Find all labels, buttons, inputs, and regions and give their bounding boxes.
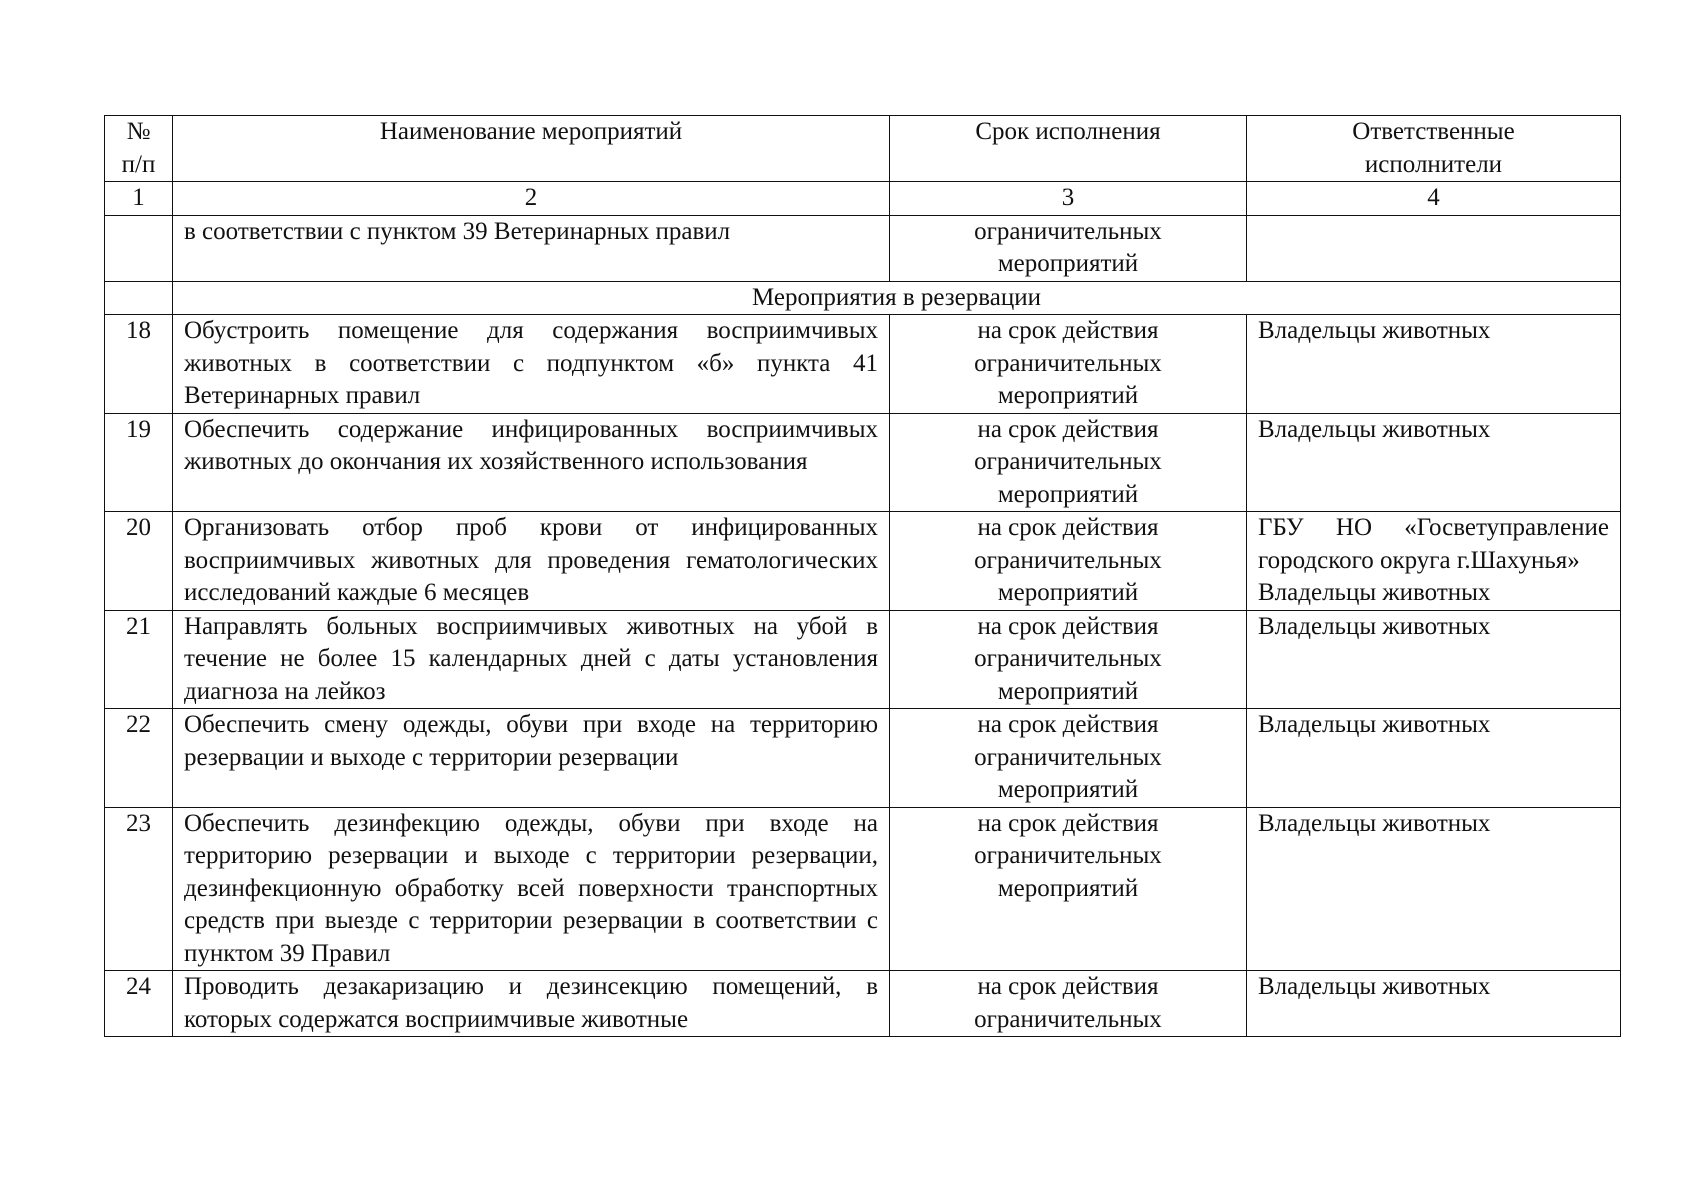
term-line: мероприятий	[997, 382, 1139, 409]
term-line: на срок действия	[977, 809, 1159, 837]
row-term	[890, 315, 1247, 414]
column-number: 3	[890, 182, 1247, 216]
header-term: Срок исполнения	[890, 116, 1247, 182]
term-line: мероприятий	[997, 874, 1139, 902]
responsible-owner: Владельцы животных	[1258, 809, 1491, 837]
row-description: Обеспечить дезинфекцию одежды, обуви при входе на территорию резервации и выходе с территории резервации, дезинфекционную обработку всей поверхности транспортных средств при выезде с территории резервации в соответствии с пунктом 39 Правил	[173, 807, 890, 971]
row-term	[890, 413, 1247, 512]
column-number: 1	[105, 182, 173, 216]
row-description: Направлять больных восприимчивых животных на убой в течение не более 15 календарных дней с даты установления диагноза на лейкоз	[173, 610, 890, 709]
section-num-cell	[105, 281, 173, 315]
responsible-owner: Владельцы животных	[1258, 973, 1491, 1000]
column-number: 4	[1247, 182, 1621, 216]
term-line: ограничительных	[974, 645, 1162, 672]
term-line: ограничительных	[974, 349, 1162, 377]
responsible-owner: Владельцы животных	[1258, 317, 1491, 344]
column-number-row	[105, 182, 1621, 216]
row-number: 19	[105, 413, 173, 512]
row-description: Проводить дезакаризацию и дезинсекцию помещений, в которых содержатся восприимчивые животные	[173, 971, 890, 1037]
term-line: ограничительных	[974, 1005, 1162, 1033]
term-line: на срок действия	[977, 415, 1159, 443]
row-responsible	[1247, 315, 1621, 414]
term-line: на срок действия	[977, 612, 1159, 640]
continuation-row	[105, 215, 1621, 281]
header-name: Наименование мероприятий	[173, 116, 890, 182]
section-title: Мероприятия в резервации	[173, 281, 1621, 315]
header-row	[105, 116, 1621, 182]
term-line: ограничительных	[974, 842, 1162, 869]
responsible-owner: Владельцы животных	[1258, 711, 1491, 738]
table-row	[105, 971, 1621, 1037]
table-row	[105, 709, 1621, 808]
term-line: на срок действия	[977, 973, 1159, 1000]
row-responsible	[1247, 610, 1621, 709]
row-description: Организовать отбор проб крови от инфицированных восприимчивых животных для проведения гематологических исследований каждые 6 месяцев	[173, 512, 890, 611]
table-row	[105, 610, 1621, 709]
row-responsible	[1247, 971, 1621, 1037]
row-description: Обеспечить смену одежды, обуви при входе на территорию резервации и выходе с территории резервации	[173, 709, 890, 808]
row-number: 20	[105, 512, 173, 611]
section-row	[105, 281, 1621, 315]
responsible-org: ГБУ НО «Госветуправление городского округа г.Шахунья»	[1258, 514, 1609, 574]
row-description: Обустроить помещение для содержания восприимчивых животных в соответствии с подпунктом «б» пункта 41 Ветеринарных правил	[173, 315, 890, 414]
table-row	[105, 315, 1621, 414]
row-term	[890, 709, 1247, 808]
row-term	[890, 807, 1247, 971]
row-number: 18	[105, 315, 173, 414]
responsible-owner: Владельцы животных	[1258, 415, 1491, 443]
table-row	[105, 807, 1621, 971]
measures-table	[104, 115, 1621, 1037]
term-line: на срок действия	[977, 711, 1159, 738]
term-line: на срок действия	[977, 514, 1159, 541]
row-responsible	[1247, 512, 1621, 611]
row-number	[105, 215, 173, 281]
row-responsible	[1247, 413, 1621, 512]
row-number: 24	[105, 971, 173, 1037]
table-row	[105, 413, 1621, 512]
column-number: 2	[173, 182, 890, 216]
row-description: в соответствии с пунктом 39 Ветеринарных правил	[173, 215, 890, 281]
row-term: ограничительных мероприятий	[890, 215, 1247, 281]
row-description: Обеспечить содержание инфицированных восприимчивых животных до окончания их хозяйственного использования	[173, 413, 890, 512]
term-line: мероприятий	[997, 677, 1139, 705]
term-line: мероприятий	[997, 579, 1139, 606]
header-resp: Ответственные исполнители	[1247, 116, 1621, 182]
row-number: 23	[105, 807, 173, 971]
row-responsible	[1247, 807, 1621, 971]
term-line: ограничительных	[974, 546, 1162, 574]
row-responsible	[1247, 709, 1621, 808]
row-number: 21	[105, 610, 173, 709]
table-row	[105, 512, 1621, 611]
row-term	[890, 971, 1247, 1037]
row-responsible	[1247, 215, 1621, 281]
responsible-owner: Владельцы животных	[1258, 612, 1491, 640]
term-line: ограничительных	[974, 448, 1162, 475]
term-line: мероприятий	[997, 480, 1139, 508]
term-line: на срок действия	[977, 317, 1159, 344]
row-term	[890, 512, 1247, 611]
row-term	[890, 610, 1247, 709]
responsible-owner: Владельцы животных	[1258, 579, 1491, 606]
term-line: мероприятий	[997, 776, 1139, 803]
row-number: 22	[105, 709, 173, 808]
header-num: № п/п	[105, 116, 173, 182]
term-line: ограничительных	[974, 743, 1162, 771]
